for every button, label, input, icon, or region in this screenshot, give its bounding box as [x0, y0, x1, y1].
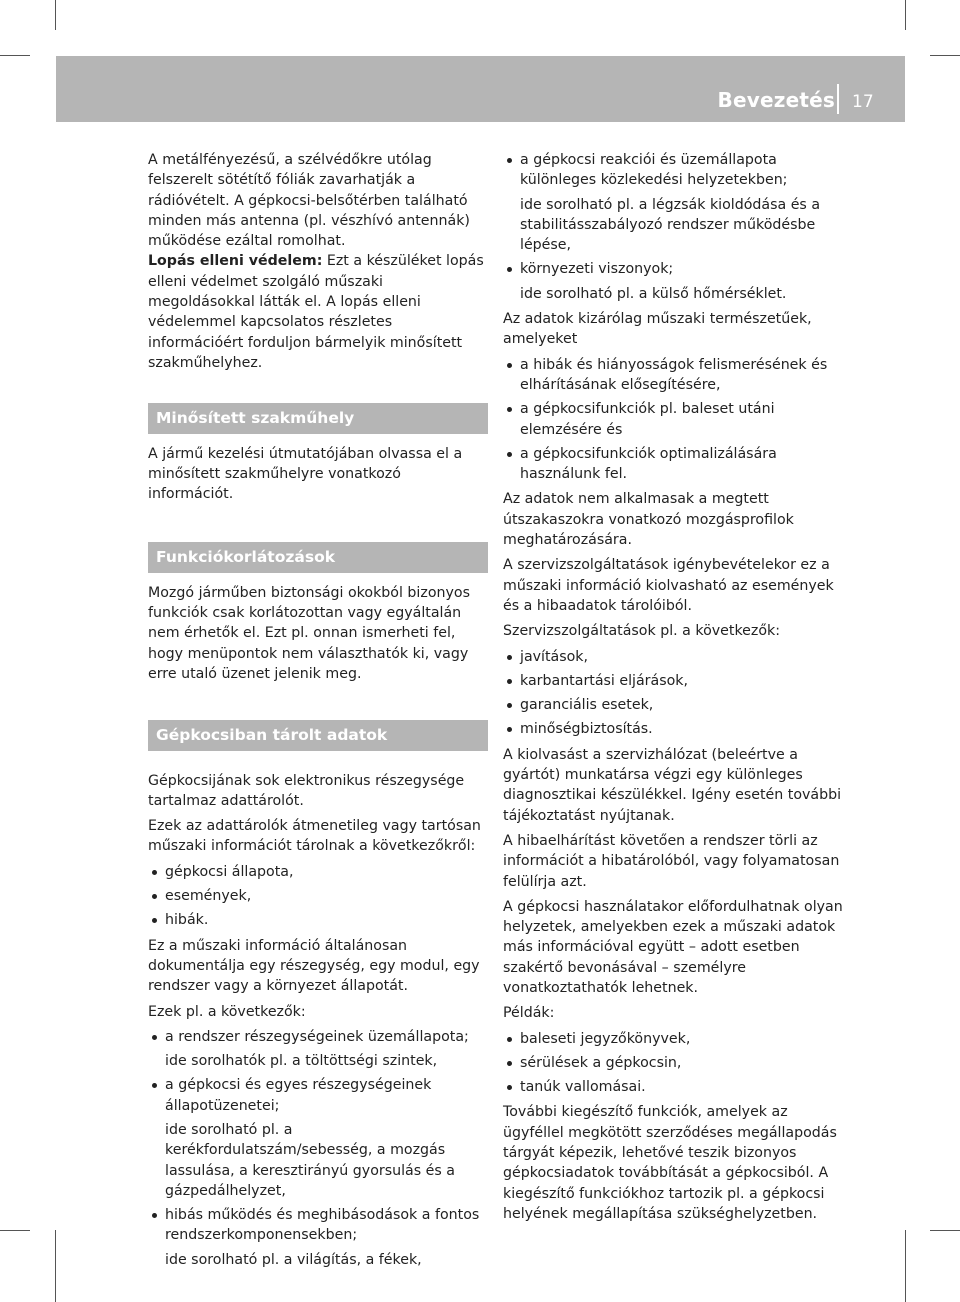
list-item: [503, 150, 843, 255]
heading-stored-data: Gépkocsiban tárolt adatok: [148, 720, 488, 750]
paragraph: A gépkocsi használatakor előfordulhatnak olyan helyzetek, amelyekben ezek a műszaki adatok más információval együtt – adott esetben szakértő bevonásával – személyre vonatkoztathatók lehetnek.: [503, 898, 843, 996]
crop-mark: [55, 0, 56, 30]
list-item: minőségbiztosítás.: [503, 719, 843, 739]
data-paragraph-1: Gépkocsijának sok elektronikus részegysége tartalmaz adattárolót.: [148, 772, 465, 809]
list-item-sub: ide sorolható pl. a légzsák kioldódása és a stabilitásszabályozó rendszer működésbe lépése,: [520, 196, 821, 254]
list-item: hibák.: [148, 910, 488, 930]
service-list: [503, 647, 843, 740]
data-paragraph-4: Ezek pl. a következők:: [148, 1003, 306, 1020]
paragraph: Az adatok kizárólag műszaki természetűek, amelyeket: [503, 311, 812, 348]
paragraph: Az adatok nem alkalmasak a megtett útszakaszokra vonatkozó mozgásprofilok meghatározására.: [503, 491, 794, 549]
examples-list: [148, 1027, 488, 1270]
theft-protection-paragraph: [148, 251, 488, 373]
crop-mark: [905, 0, 906, 30]
list-item-main: a gépkocsi és egyes részegységeinek állapotüzenetei;: [165, 1077, 432, 1114]
right-column: [503, 150, 843, 1229]
crop-mark: [55, 1230, 56, 1302]
theft-protection-label: Lopás elleni védelem:: [148, 253, 323, 270]
crop-mark: [930, 1230, 960, 1231]
list-item-main: a rendszer részegységeinek üzemállapota;: [165, 1028, 469, 1045]
list-item-main: hibás működés és meghibásodások a fontos rendszerkomponensekben;: [165, 1207, 480, 1244]
data-paragraph-3: Ez a műszaki információ általánosan dokumentálja egy részegység, egy modul, egy rendszer vagy a környezet állapotát.: [148, 937, 480, 995]
theft-protection-text: Ezt a készüléket lopás elleni védelmet szolgáló műszaki megoldásokkal látták el. A lopás elleni védelemmel kapcsolatos részletes információért forduljon bármelyik minősített szakműhelyhez.: [148, 253, 484, 371]
list-item-sub: ide sorolható pl. a kerékfordulatszám/sebesség, a mozgás lassulása, a keresztirányú gyorsulás és a gázpedálhelyzet,: [165, 1121, 455, 1199]
data-paragraph-2: Ezek az adattárolók átmenetileg vagy tartósan műszaki információt tárolnak a következőkről:: [148, 818, 481, 855]
list-item: sérülések a gépkocsin,: [503, 1053, 843, 1073]
list-item: események,: [148, 886, 488, 906]
examples-list-2: [503, 1029, 843, 1098]
list-item: [503, 259, 843, 304]
paragraph: A szervizszolgáltatások igénybevételekor ez a műszaki információ kiolvasható az események és a hibaadatok tárolóiból.: [503, 557, 834, 614]
list-item: [148, 1205, 488, 1270]
workshop-paragraph: A jármű kezelési útmutatójában olvassa el a minősített szakműhelyre vonatkozó információt.: [148, 445, 463, 503]
list-item: javítások,: [503, 647, 843, 667]
heading-function-restrictions: Funkciókorlátozások: [148, 542, 488, 572]
stored-info-list: [148, 862, 488, 931]
list-item: tanúk vallomásai.: [503, 1077, 843, 1097]
list-item: [148, 1027, 488, 1072]
list-item-sub: ide sorolható pl. a külső hőmérséklet.: [520, 285, 787, 302]
paragraph: A hibaelhárítást követően a rendszer törli az információt a hibatárolóból, vagy folyamatosan felülírja azt.: [503, 832, 840, 890]
crop-mark: [930, 55, 960, 56]
paragraph: Szervizszolgáltatások pl. a következők:: [503, 623, 781, 640]
list-item-main: környezeti viszonyok;: [520, 261, 674, 278]
list-item: a hibák és hiányosságok felismerésének és elhárításának elősegítésére,: [503, 355, 843, 396]
paragraph: További kiegészítő funkciók, amelyek az ügyféllel megkötött szerződéses megállapodás tárgyát képezik, lehetővé teszik bizonyos gépkocsiadatok továbbítását a gépkocsiból. A kiegészítő funkciókhoz tartozik pl. a gépkocsi helyének megállapítása szükséghelyzetben.: [503, 1104, 837, 1222]
crop-mark: [0, 1230, 30, 1231]
header-divider: [837, 84, 839, 114]
section-title: Bevezetés: [717, 88, 835, 112]
restrictions-paragraph: Mozgó járműben biztonsági okokból bizonyos funkciók csak korlátozottan vagy egyáltalán nem érhetők el. Ezt pl. onnan ismerheti fel, hogy menüpontok nem választhatók ki, vagy erre utaló üzenet jelenik meg.: [148, 584, 470, 682]
paragraph: Példák:: [503, 1005, 555, 1022]
page-number: 17: [852, 92, 874, 112]
left-column: [148, 150, 488, 1275]
list-item: karbantartási eljárások,: [503, 671, 843, 691]
examples-list-continued: [503, 150, 843, 304]
list-item-sub: ide sorolhatók pl. a töltöttségi szintek,: [165, 1053, 438, 1070]
list-item: garanciális esetek,: [503, 695, 843, 715]
intro-paragraph: A metálfényezésű, a szélvédőkre utólag felszerelt sötétítő fóliák zavarhatják a rádióvételt. A gépkocsi-belsőtérben található minden más antenna (pl. vészhívó antennák) működése ezáltal romolhat.: [148, 152, 470, 250]
list-item: [148, 1075, 488, 1201]
data-purpose-list: [503, 355, 843, 485]
paragraph: A kiolvasást a szervizhálózat (beleértve a gyártót) munkatársa végzi egy különleges diagnosztikai készülékkel. Igény esetén további tájékoztatást nyújtanak.: [503, 746, 842, 824]
list-item-main: a gépkocsi reakciói és üzemállapota különleges közlekedési helyzetekben;: [520, 152, 788, 189]
crop-mark: [905, 1230, 906, 1302]
list-item: a gépkocsifunkciók optimalizálására használunk fel.: [503, 444, 843, 485]
crop-mark: [0, 55, 30, 56]
list-item: baleseti jegyzőkönyvek,: [503, 1029, 843, 1049]
list-item: a gépkocsifunkciók pl. baleset utáni elemzésére és: [503, 399, 843, 440]
list-item-sub: ide sorolható pl. a világítás, a fékek,: [165, 1251, 422, 1268]
list-item: gépkocsi állapota,: [148, 862, 488, 882]
heading-qualified-workshop: Minősített szakműhely: [148, 403, 488, 433]
